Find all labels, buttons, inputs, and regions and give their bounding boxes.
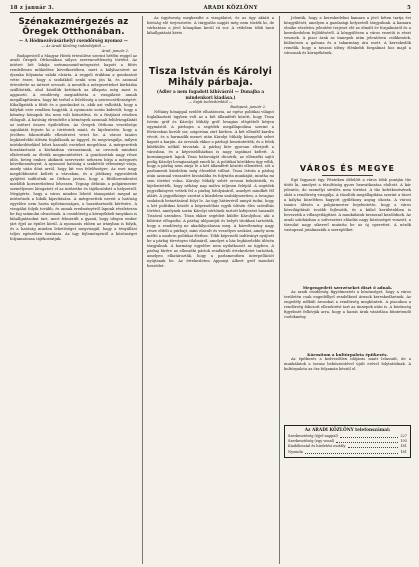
masthead-page-number: 5 [407,5,411,11]
masthead-title: ARADI KÖZLÖNY [203,5,258,11]
phone-number: 193 [400,439,407,444]
phone-label: Szerkesztőség (éjjel-nappal) [288,434,338,438]
leader-dots [348,444,399,448]
article-byline: — Az Aradi Közlöny tudósítójától — [41,43,106,48]
article-headline: Szénakazmérgezés az Öregek Otthonában. [18,17,129,37]
article-body-wrap [10,54,137,559]
phone-row [288,450,407,455]
columns [10,16,411,564]
leader-dots [305,450,399,454]
phone-label: Szerkesztőség (egy vonal) [288,439,335,444]
section-body: Az aradi rendőrség figyelmezteti a közönséget, hogy a város területén csak engedéllyel rendelkező árusok kereskedhetnek. Az engedély nélküli árusokat a rendőrség megbünteti. A piacokon a rendőrség fokozott ellenőrzést tart az ünnepek után is. A közönség figyelmét felhívják arra, hogy a hamis áruk vásárlása büntetendő cselekmény. [284,290,411,319]
article-body-wrap [147,110,274,550]
column-top-text: Jelentik, hogy a kereskedelmi kamara a jövő héten tartja évi közgyűlését, amelyen a gazdasági helyzetről tárgyalnak. A kamara elnöke részletes jelentést terjeszt elő az elmúlt év forgalmáról és a kereskedelem fejlődéséről. A közgyűlésen a város vezetői is részt vesznek. A piaci árak az ünnepek után jelentősen csökkentek, különösen a gabona és a takarmány ára esett. A kereskedők remélik, hogy a tavaszi idény élénkebb forgalmat hoz majd a városnak és környékének. [284,16,411,55]
column-top-wrap [147,16,274,61]
column-top-text: Az ügyészség megkezdte a vizsgálatot, és az ügy aktáit a bíróság elé terjesztette. A tárgyalás napját még nem tűzték ki, de várhatóan a jövő hónapban kerül rá sor. A védelem több tanú kihallgatását kérte. [147,16,274,35]
section-subheading: Károsítom a kultúrpalota építkezés. [307,352,388,357]
phone-number: 181 [400,444,407,449]
section-heading: VÁROS ÉS MEGYE [299,164,396,173]
section-body-wrap [284,178,411,283]
phone-box-title: Az ARADI KÖZLÖNY telefonszámai: [304,428,391,433]
article-body: Budapestről a Magyar Hírek értesülése szerint hétfőn reggel az aradi Öregek Otthonában súlyos szerencsétlenség történt. Az intézet hét lakója szénmonoxid-mérgezést kapott a fűtés rendellenes működése következtében, mert a kályhacsövet az éjszaka folyamán valaki elzárta. A reggeli órákban a gondozónő vette észre, hogy a szobákból senki sem jön ki, és azonnal értesítette az intézet orvosát. A mentők a mérgezetteket kórházba szállították, ahol közülük kettőnek az állapota még most is aggasztó. A rendőrség megindította a vizsgálatot annak megállapítására, hogy kit terhel a felelősség a szerencsétlenségért. Kihallgatták a fűtőt és a gondnokot is, akik azt vallották, hogy a kályhát este rendben hagyták. A nyomozás során kiderült, hogy a kémény hónapok óta nem volt kitisztítva, és a füstjárat részben eldugult. A hatóság elrendelte a kémények azonnali felülvizsgálatát az intézet összes épületében. Az Öregek Otthona vezetősége sajnálatát fejezte ki a történtek miatt, és kijelentette, hogy a jövőben fokozottabb ellenőrzést vezet be. A városi tanács legközelebbi ülésén foglalkozik az üggyel, és megvizsgálja, milyen intézkedésekkel lehet hasonló eseteket megelőzni. A mérgezettek hozzátartozói a kórházban virrasztanak, az orvosok mindent elkövetnek az életük megmentéséért. A gondozottak nagy része idős, beteg ember, akiknek szervezete nehezen bírja a mérgezés következményeit. A nyomozó hatóság a szakértői véleményt várja, amely után dönt arról, hogy kit von felelősségre. Az eset nagy megdöbbenést keltett a városban, és a jótékony egyesületek gyűjtést indítottak az Otthon javára, hogy a fűtőberendezést mielőbb korszerűsíteni lehessen. Tegnap délután a polgármester személyesen látogatott el az intézetbe és tájékozódott a helyzetről. Megígérte, hogy a város minden lehető támogatást megad az intézetnek a hibák kijavítására. A mérgezettek neveit a hatóság egyelőre nem hozta nyilvánosságra, a hozzátartozók kérésére. A vizsgálat folyik tovább, és annak eredményéről lapunk részletesen be fog számolni olvasóinak. A csendőrség a környékbeli tanyákon is kihallgatásokat tart, mert felmerült a gyanú, hogy idegen ember járt éjjel az épület körül. A nyomozás ebben az irányban is folyik, és a hatóság minden lehetőséget megvizsgál, hogy a tényállást teljes egészében tisztázza. Az ügy fejleményeiről a közönséget folyamatosan tájékoztatjuk. [10,53,137,241]
column-top-wrap [284,16,411,158]
article-headline: Tisza István és Károlyi Mihály párbaja. [148,66,273,88]
article-subhead: (Adler a nem fogadott kihívásról — Dunajba a mindenkori kiadása.) [156,89,265,100]
divider [322,175,373,176]
article-dateline: Arad, január 2. [101,48,129,53]
article-subhead: — A Hódmezővásárhelyi csendőrség nyomoz — [19,38,128,43]
section-body: Az építkezés a kedvezőtlen időjárás miatt lelassult, de a munkálatok a tavasz beköszöntével újult erővel folytatódnak. A kultúrpalota az ősz folyamán készül el. [284,357,411,371]
leader-dots [340,434,398,438]
section-subheading: Megengedett szerzéseket díszt ő adnak. [302,285,393,290]
masthead-date: 18 z január 3. [10,5,55,11]
column-1 [10,16,137,564]
phone-number: 227 [400,434,407,438]
column-3 [279,16,411,564]
phone-number: 181 [400,449,407,454]
phone-label: Kiadóhivatal és hirdetési osztály [288,444,346,449]
article-dateline: Budapest, január 2. [230,105,266,109]
leader-dots [336,439,398,443]
phone-numbers-box [284,425,411,458]
phone-label: Nyomda [288,449,303,454]
column-2 [142,16,274,564]
section-body-wrap [284,357,411,421]
section-body-wrap [284,290,411,350]
section-body: Égő fagyaszt égy. Pénteken délelőtt a város több pontján tűz ütött ki, amelyet a tűzoltóság gyors beavatkozása eloltott. A kár jelentős, de személyi sérülés nem történt. A tűz keletkezésének okát a rendőrség vizsgálja. A tűzoltók megállapítása szerint a tüzet a kályha közelében hagyott gyúlékony anyag okozta. A városi tanács ülésén a polgármester bejelentette, hogy a város közvilágítását tovább fejlesztik, és a külső kerületekben is bevezetik a villanyvilágítást. A munkálatok tavasszal kezdődnek. Az aradi színházban a szilveszteri előadás nagy közönséget vonzott, a társulat nagy sikerrel mutatta be az új operettet. A nézők vastapssal jutalmazták a szereplőket. [284,178,411,232]
article-byline: — Saját tudósítónktól — [188,100,233,104]
masthead [10,4,411,13]
article-body: Néhány hónappal ezelőtt elhatározta, az egész politikai világot foglalkoztató ügyben volt az a két államférfi között, hogy Tisza István gróf és Károlyi Mihály gróf lovagias elégtételt kérjen egymástól. A párbajra a segédek megállapodása szerint a fővárosban került sor, szigorúan zárt körben. A két ellenfél kardra vívott, és a harmadik menet után Károlyi Mihály könnyebb sebet kapott a karján. Az orvosok ekkor a párbajt beszüntették, és a felek kibékülés nélkül távoztak. A párbaj híre gyorsan elterjedt a városban, és a képviselőházban is nagy izgalmat keltett. A kormánypárti lapok Tisza bátorságát dicsérik, az ellenzéki sajtó pedig Károlyi lovagiasságát emeli ki. A politikai körökben úgy vélik, hogy a párbaj nem zárja le a két államférfi közötti ellentétet, sőt a parlamenti küzdelem még élesebbé válhat. Tisza István a párbaj után azonnal visszatért hivatalába és folytatta munkáját, mintha mi sem történt volna. Károlyi Mihály sebét orvosai bekötözték, és kijelentették, hogy néhány nap múlva teljesen felépül. A segédek jegyzőkönyvet vettek fel a párbaj lefolyásáról, amelyet mindkét fél aláírt. A jegyzőkönyv szerint a küzdelem szabályszerűen, a lovagias szokások betartásával folyt le. Az ügy hátteréről annyit tudni, hogy a két politikus között a képviselőház egyik ülésén éles szóváltás történt, amelynek során Károlyi sértőnek tartott kifejezést használt Tiszával szemben. Tisza ekkor segédeit küldte Károlyihoz, aki a kihívást elfogadta. A párbaj időpontját és helyét titokban tartották, hogy a rendőrség ne akadályozhassa meg. A közvélemény nagy része elítéli a párbajt, mint elavult és veszélyes szokást, amely nem méltó a modern politikai élethez. Több képviselő indítványt nyújtott be a párbaj törvényes tilalmáról, amelyet a ház legközelebbi ülésén tárgyalnak. A kormány egyelőre nem nyilatkozott az ügyben. A párbaj hírére az ellenzéki pártok rendkívüli értekezletet tartottak, amelyen elhatározták, hogy a parlamentben interpellációt nyújtanak be. Az értekezleten Apponyi Albert gróf mondott beszédet. [147,110,274,268]
